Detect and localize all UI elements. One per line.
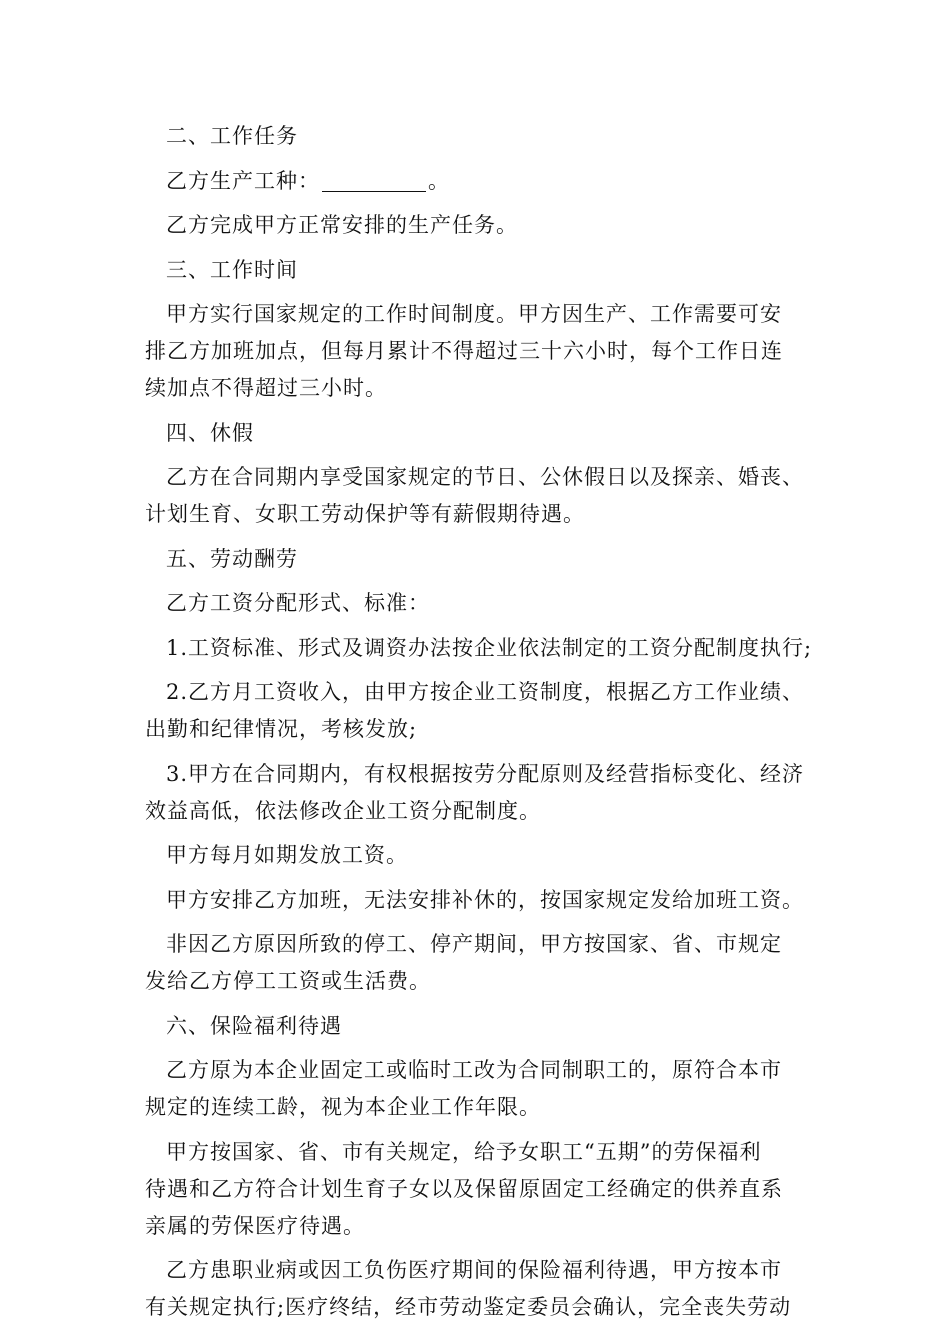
paragraph-line: 出勤和纪律情况，考核发放; (145, 717, 418, 741)
job-type-line (145, 163, 825, 200)
paragraph-line: 发给乙方停工工资或生活费。 (145, 969, 431, 993)
paragraph-line: 乙方原为本企业固定工或临时工改为合同制职工的，原符合本市 (166, 1058, 782, 1082)
section-heading-insurance: 六、保险福利待遇 (166, 1013, 342, 1038)
occupational-injury-paragraph (145, 1252, 825, 1326)
job-type-end: 。 (428, 168, 450, 193)
female-welfare-paragraph (145, 1134, 825, 1245)
task-paragraph: 乙方完成甲方正常安排的生产任务。 (166, 213, 518, 237)
paragraph-line: 乙方患职业病或因工负伤医疗期间的保险福利待遇，甲方按本市 (166, 1258, 782, 1282)
work-time-paragraph (145, 296, 825, 407)
paragraph-line: 有关规定执行;医疗终结，经市劳动鉴定委员会确认，完全丧失劳动 (145, 1295, 792, 1319)
paragraph-line: 续加点不得超过三小时。 (145, 376, 387, 400)
paragraph-line: 非因乙方原因所致的停工、停产期间，甲方按国家、省、市规定 (166, 932, 782, 956)
section-heading-work-task: 二、工作任务 (166, 124, 298, 148)
leave-paragraph (145, 459, 825, 533)
section-heading-work-time: 三、工作时间 (166, 257, 298, 282)
overtime-paragraph: 甲方安排乙方加班，无法安排补休的，按国家规定发给加班工资。 (166, 887, 804, 912)
paragraph-line: 甲方实行国家规定的工作时间制度。甲方因生产、工作需要可安 (166, 302, 782, 326)
wage-item-2 (145, 674, 825, 748)
paragraph-line: 2.乙方月工资收入，由甲方按企业工资制度，根据乙方工作业绩、 (166, 680, 805, 704)
section-heading-leave: 四、休假 (166, 420, 254, 445)
paragraph-line: 规定的连续工龄，视为本企业工作年限。 (145, 1095, 541, 1119)
paragraph-line: 计划生育、女职工劳动保护等有薪假期待遇。 (145, 502, 585, 526)
wage-item-3 (145, 756, 825, 830)
paragraph-line: 待遇和乙方符合计划生育子女以及保留原固定工经确定的供养直系 (145, 1176, 783, 1201)
paragraph-line: 甲方按国家、省、市有关规定，给予女职工“五期”的劳保福利 (166, 1139, 762, 1164)
wage-intro-paragraph: 乙方工资分配形式、标准： (166, 591, 430, 615)
wage-item-1: 1.工资标准、形式及调资办法按企业依法制定的工资分配制度执行; (166, 635, 813, 660)
document-body (145, 118, 825, 1334)
paragraph-line: 乙方在合同期内享受国家规定的节日、公休假日以及探亲、婚丧、 (166, 465, 804, 489)
paragraph-line: 排乙方加班加点，但每月累计不得超过三十六小时，每个工作日连 (145, 339, 783, 363)
seniority-paragraph (145, 1052, 825, 1126)
job-type-label: 乙方生产工种： (166, 168, 320, 193)
paragraph-line: 3.甲方在合同期内，有权根据按劳分配原则及经营指标变化、经济 (166, 761, 805, 786)
paragraph-line: 效益高低，依法修改企业工资分配制度。 (145, 798, 541, 823)
paragraph-line: 亲属的劳保医疗待遇。 (145, 1213, 365, 1238)
monthly-pay-paragraph: 甲方每月如期发放工资。 (166, 843, 408, 867)
stoppage-paragraph (145, 926, 825, 1000)
job-type-blank (322, 169, 426, 192)
section-heading-remuneration: 五、劳动酬劳 (166, 546, 298, 571)
